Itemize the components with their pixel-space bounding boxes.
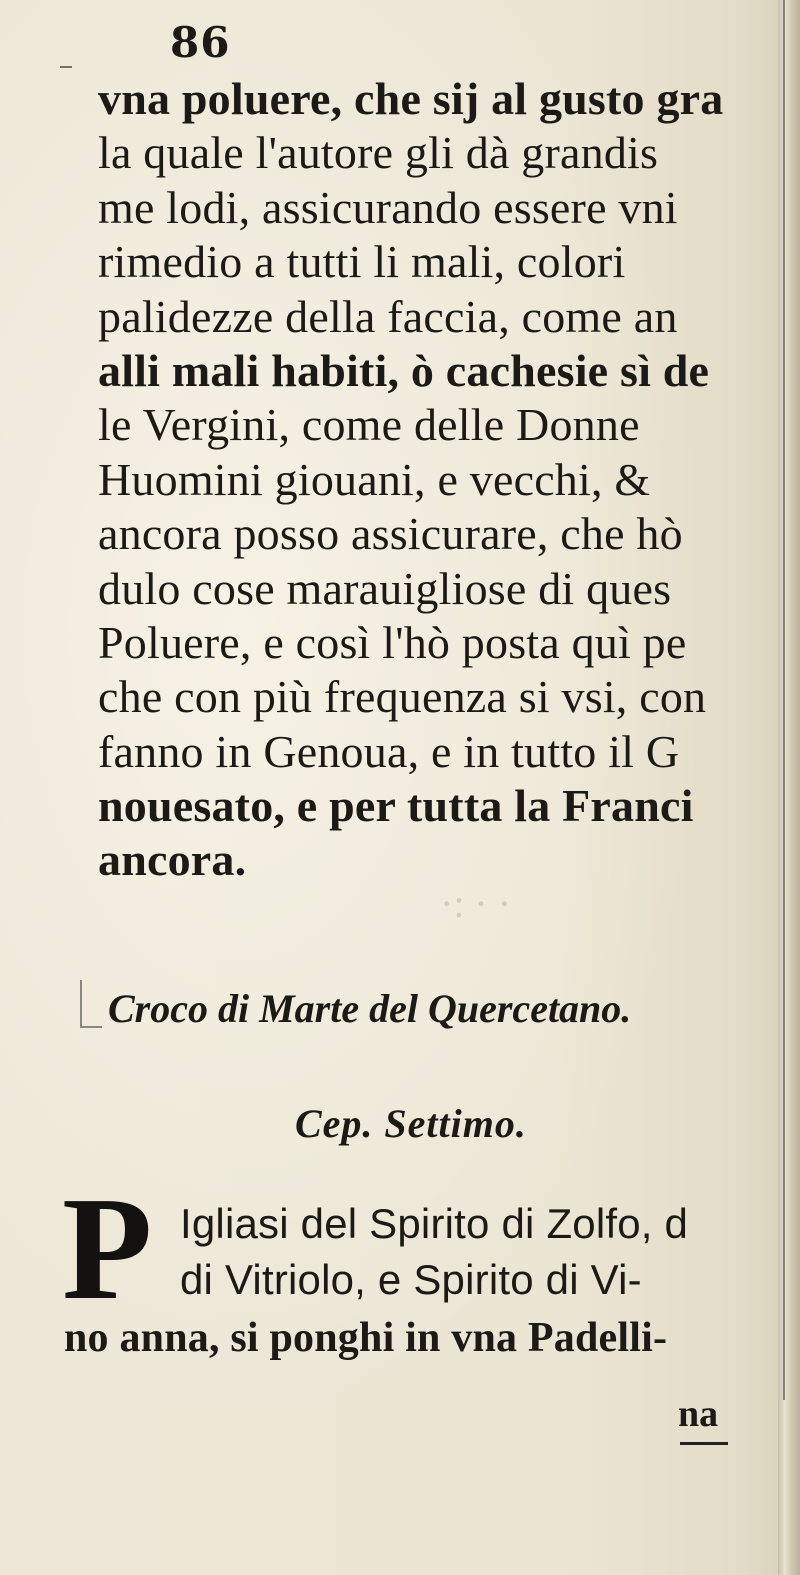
text-line: alli mali habiti, ò cachesie sì de — [98, 344, 710, 396]
text-line: nouesato, e per tutta la Franci — [98, 780, 694, 832]
text-line: fanno in Genoua, e in tutto il G — [98, 725, 680, 777]
heading-bracket-mark — [80, 980, 102, 1028]
section-heading: Croco di Marte del Quercetano. — [108, 986, 632, 1031]
text-line: Huomini giouani, e vecchi, & — [98, 453, 651, 505]
text-line: la quale l'autore gli dà grandis — [98, 127, 659, 179]
page-number: 86 — [170, 18, 231, 67]
text-line: di Vitriolo, e Spirito di Vi- — [180, 1256, 642, 1303]
chapter-subheading: Cep. Settimo. — [295, 1101, 527, 1146]
text-line: me lodi, assicurando essere vni — [98, 181, 678, 233]
text-line: le Vergini, come delle Donne — [98, 399, 640, 451]
text-line: ancora posso assicurare, che hò — [98, 508, 683, 560]
main-text-block — [98, 72, 788, 888]
text-line: Poluere, e così l'hò posta quì pe — [98, 616, 687, 668]
text-line: vna poluere, che sij al gusto gra — [98, 73, 724, 124]
gutter-edge-line — [783, 0, 785, 1400]
text-line: palidezze della faccia, come an — [98, 290, 678, 342]
text-line: che con più frequenza si vsi, con — [98, 671, 707, 723]
drop-cap-initial: P — [62, 1190, 153, 1308]
text-line: dulo cose marauigliose di ques — [98, 562, 672, 614]
margin-mark — [60, 66, 72, 68]
bleed-through-text: ·: · · — [440, 881, 512, 926]
page-gutter — [778, 0, 800, 1575]
catchword-rule — [680, 1442, 728, 1445]
text-line: rimedio a tutti li mali, colori — [98, 236, 626, 288]
text-line: Igliasi del Spirito di Zolfo, d — [180, 1200, 689, 1247]
catchword: na — [678, 1393, 719, 1435]
text-line: no anna, si ponghi in vna Padelli- — [64, 1315, 668, 1361]
text-line: ancora. — [98, 834, 247, 886]
